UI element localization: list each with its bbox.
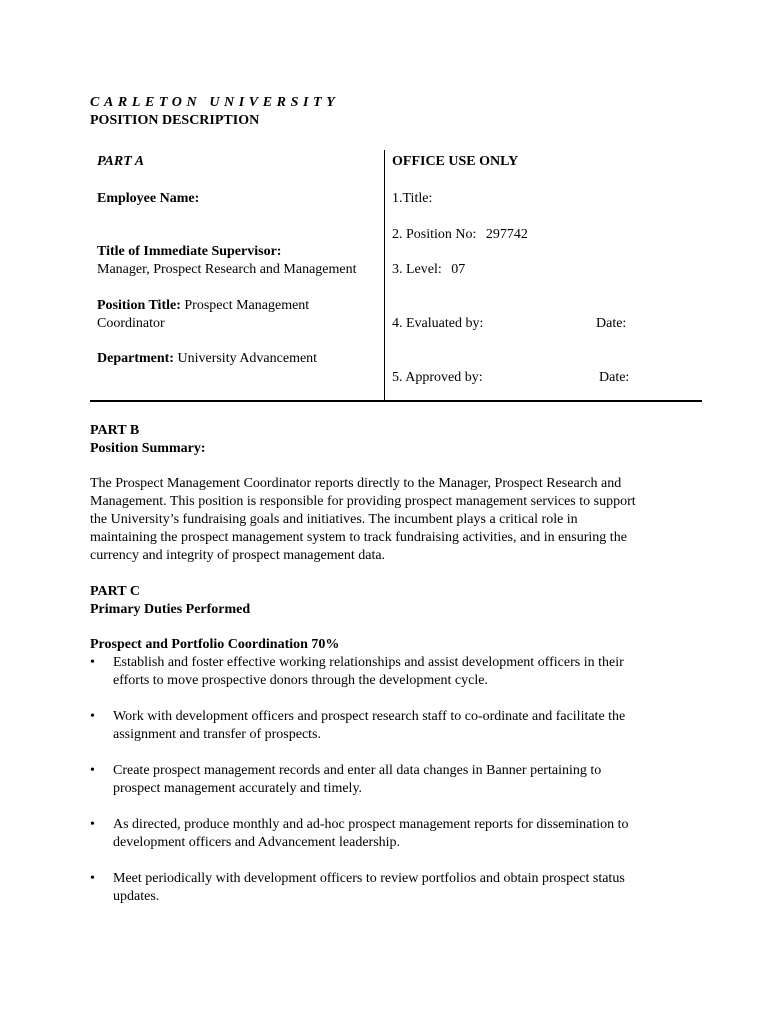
summary-line: currency and integrity of prospect management data.: [90, 548, 386, 563]
employee-name-label: Employee Name:: [97, 191, 200, 206]
bullet-line: updates.: [113, 889, 160, 904]
supervisor-label: Title of Immediate Supervisor:: [97, 244, 282, 259]
bullet-icon: •: [90, 763, 95, 778]
bullet-line: Create prospect management records and enter all data changes in Banner pertaining to: [113, 763, 602, 778]
part-c-heading: PART C: [90, 584, 140, 599]
level-row: [392, 261, 465, 279]
part-b-heading: PART B: [90, 423, 140, 438]
supervisor-value: Manager, Prospect Research and Management: [97, 262, 357, 277]
approved-date-label: Date:: [599, 370, 630, 385]
list-item: [90, 870, 702, 906]
bullet-line: As directed, produce monthly and ad-hoc prospect management reports for dissemination to: [113, 817, 629, 832]
position-title-label: Position Title:: [97, 298, 181, 313]
evaluated-by-label: 4. Evaluated by:: [392, 316, 484, 331]
department-row: [97, 350, 317, 368]
list-item: [90, 816, 702, 852]
summary-line: The Prospect Management Coordinator reports directly to the Manager, Prospect Research and: [90, 476, 622, 491]
document-title: POSITION DESCRIPTION: [90, 113, 260, 128]
bullet-line: prospect management accurately and timely.: [113, 781, 363, 796]
bullet-icon: •: [90, 709, 95, 724]
office-title-label: 1.Title:: [392, 191, 433, 206]
duties-section-title: Prospect and Portfolio Coordination 70%: [90, 637, 340, 652]
bullet-line: assignment and transfer of prospects.: [113, 727, 321, 742]
summary-line: the University’s fundraising goals and initiatives. The incumbent plays a critical role in: [90, 512, 578, 527]
section-divider: [90, 400, 702, 402]
department-label: Department:: [97, 351, 174, 366]
position-title-row: [97, 297, 309, 315]
department-value: University Advancement: [177, 351, 318, 366]
bullet-line: development officers and Advancement leadership.: [113, 835, 401, 850]
position-title-value: Prospect Management: [184, 298, 310, 313]
list-item: [90, 762, 702, 798]
position-no-label: 2. Position No:: [392, 227, 477, 242]
approved-by-label: 5. Approved by:: [392, 370, 483, 385]
list-item: [90, 654, 702, 690]
position-no-value: 297742: [485, 227, 528, 242]
bullet-line: Work with development officers and prospect research staff to co-ordinate and facilitate the: [113, 709, 626, 724]
list-item: [90, 708, 702, 744]
part-a-heading: PART A: [97, 154, 145, 169]
position-summary-heading: Position Summary:: [90, 441, 206, 456]
position-summary-text: [90, 475, 702, 565]
column-divider: [384, 150, 385, 401]
bullet-icon: •: [90, 817, 95, 832]
duties-list: [90, 654, 702, 906]
level-value: 07: [451, 262, 466, 277]
office-use-heading: OFFICE USE ONLY: [392, 154, 519, 169]
position-title-value-cont: Coordinator: [97, 316, 165, 331]
summary-line: maintaining the prospect management system to track fundraising activities, and in ensuring the: [90, 530, 627, 545]
level-label: 3. Level:: [392, 262, 442, 277]
university-name: CARLETON UNIVERSITY: [90, 95, 340, 110]
summary-line: Management. This position is responsible for providing prospect management services to support: [90, 494, 636, 509]
evaluated-date-label: Date:: [596, 316, 627, 331]
primary-duties-heading: Primary Duties Performed: [90, 602, 251, 617]
bullet-line: Meet periodically with development officers to review portfolios and obtain prospect status: [113, 871, 625, 886]
bullet-icon: •: [90, 871, 95, 886]
bullet-line: efforts to move prospective donors through the development cycle.: [113, 673, 488, 688]
position-no-row: [392, 226, 528, 244]
bullet-line: Establish and foster effective working relationships and assist development officers in their: [113, 655, 624, 670]
bullet-icon: •: [90, 655, 95, 670]
